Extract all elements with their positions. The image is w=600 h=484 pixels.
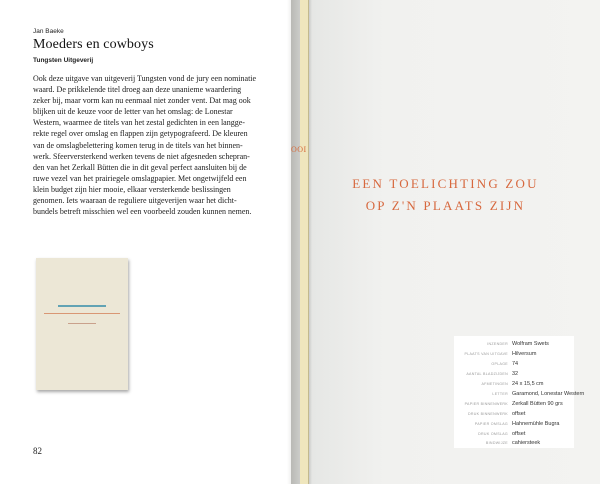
- body-line: klein budget zijn hier mooie, elkaar versterkende beslissingen: [33, 184, 231, 194]
- body-line: Ook deze uitgave van uitgeverij Tungsten vond de jury een nominatie: [33, 74, 257, 83]
- cover-author-mark: [68, 323, 96, 324]
- info-row: [454, 439, 574, 448]
- info-row: [454, 340, 574, 349]
- info-label: PLAATS VAN UITGAVE: [464, 352, 508, 356]
- body-line: bundels betreft misschien wel een voorbeeld zouden kunnen nemen.: [33, 207, 252, 217]
- colophon-card: [454, 336, 585, 448]
- info-value: Hahnemühle Bugra: [512, 421, 560, 427]
- info-row: [454, 400, 574, 409]
- info-value: Wolfram Swets: [512, 341, 549, 347]
- body-line: werk. Sfeerversterkend werken tevens de niet afgesneden schepran-: [33, 151, 250, 161]
- info-value: 32: [512, 371, 519, 377]
- info-row: [454, 350, 574, 359]
- body-line: rekte regel over omslag en flappen zijn getypografeerd. De kleuren: [33, 129, 248, 139]
- left-page: [0, 0, 291, 484]
- body-line: Western, waarmee de titels van het zestal gedichten in een langge-: [33, 118, 245, 128]
- review-text: [33, 73, 265, 217]
- body-line: genomen. Iets waaraan de reguliere uitgeverijen waar het dicht-: [33, 196, 237, 206]
- info-label: AFMETINGEN: [481, 382, 508, 386]
- info-value: 24 x 15,5 cm: [512, 381, 544, 387]
- book-cover-thumbnail: [36, 258, 128, 390]
- edge-word: OOI: [291, 145, 307, 154]
- info-row: [454, 430, 574, 439]
- info-label: AANTAL BLADZIJDEN: [466, 372, 508, 376]
- info-label: BINDWIJZE: [485, 441, 508, 445]
- cover-title-mark: [58, 305, 106, 307]
- edge-shadow: [308, 0, 312, 484]
- info-label: DRUK BINNENWERK: [467, 412, 508, 416]
- info-value: Zerkall Bütten 90 grs: [512, 401, 563, 407]
- author-name: Jan Baeke: [33, 28, 64, 35]
- info-value: offset: [512, 411, 526, 417]
- headline-line-1: EEN TOELICHTING ZOU: [352, 176, 539, 191]
- headline-line-2: OP Z'N PLAATS ZIJN: [365, 198, 526, 213]
- publisher-name: Tungsten Uitgeverij: [33, 57, 94, 64]
- body-line: zeker bij, maar vorm kan nu eenmaal niet zonder vent. Dat mag ook: [33, 96, 251, 106]
- body-line: blijken uit de keuze voor de letter van het omslag: de Lonestar: [33, 107, 233, 117]
- info-label: LETTER: [492, 392, 508, 396]
- info-label: INZENDER: [487, 342, 508, 346]
- info-row: [454, 390, 585, 399]
- info-row: [454, 380, 574, 389]
- info-label: DRUK OMSLAG: [478, 432, 508, 436]
- info-value: offset: [512, 431, 526, 437]
- info-row: [454, 360, 574, 369]
- cover-subtitle-mark: [44, 313, 120, 314]
- info-value: 74: [512, 361, 519, 367]
- body-line: waard. De prikkelende titel droeg aan deze unanieme waardering: [33, 85, 242, 95]
- book-title: Moeders en cowboys: [33, 37, 154, 52]
- info-row: [454, 410, 574, 419]
- info-label: OPLAGE: [491, 362, 508, 366]
- body-line: den van het Zerkall Bütten die in dit geval perfect aansluiten bij de: [33, 162, 247, 172]
- info-value: Garamond, Lonestar Western: [512, 391, 585, 397]
- info-label: PAPIER BINNENWERK: [464, 402, 508, 406]
- body-line: van de omslagbelettering komen terug in de titels van het binnen-: [33, 140, 243, 150]
- page-number: 82: [33, 446, 42, 456]
- body-line: ruwe vezel van het prairiegele omslagpapier. Met ongetwijfeld een: [33, 173, 247, 183]
- info-value: cahiersteek: [512, 440, 541, 446]
- info-row: [454, 370, 574, 379]
- info-row: [454, 420, 574, 429]
- info-label: PAPIER OMSLAG: [474, 422, 508, 426]
- info-value: Hilversum: [512, 351, 537, 357]
